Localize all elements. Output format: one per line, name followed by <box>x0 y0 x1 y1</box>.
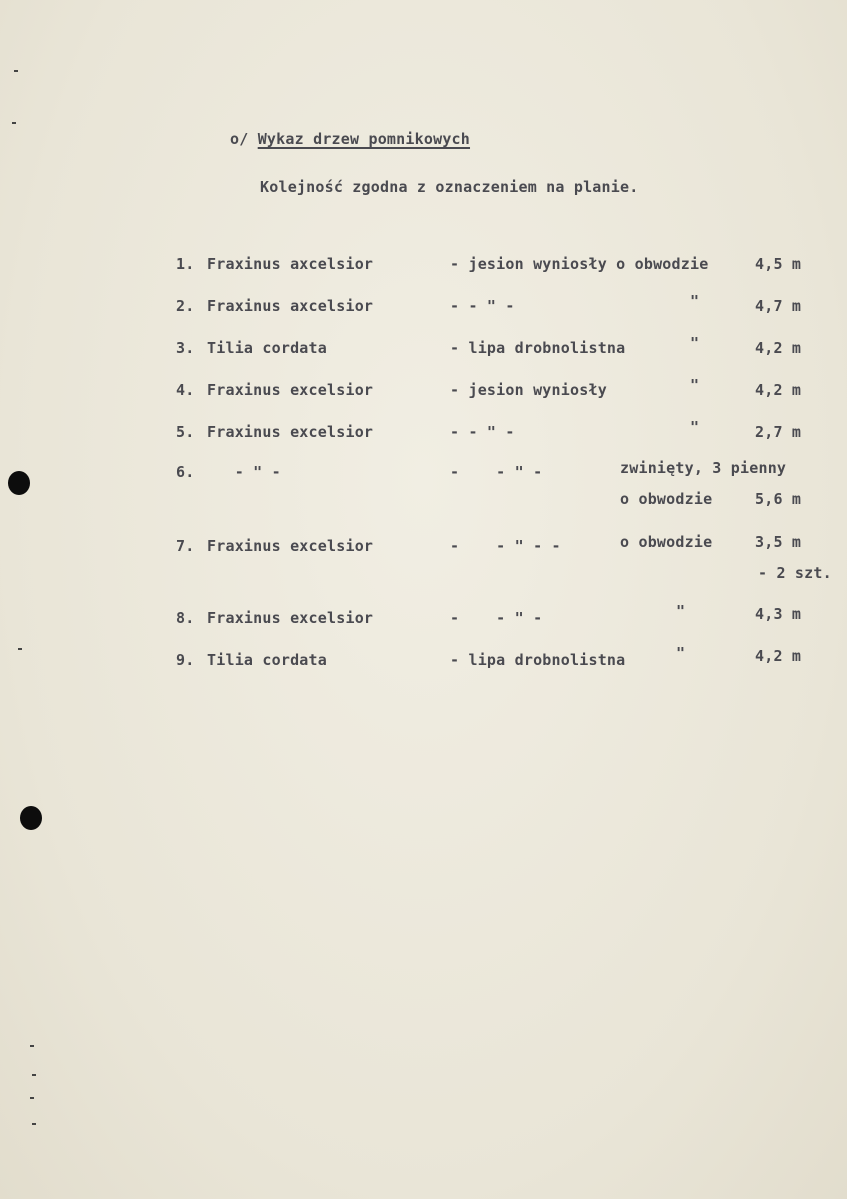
row-latin-name: Fraxinus excelsior <box>207 381 374 399</box>
row-polish-name: - lipa drobnolistna <box>450 339 626 357</box>
row-number: 9. <box>176 651 195 669</box>
row-note-circumference-label: o obwodzie <box>620 533 713 551</box>
row-circumference: 5,6 m <box>755 490 802 508</box>
margin-speck <box>18 648 22 650</box>
row-latin-name: Tilia cordata <box>207 339 327 357</box>
document-title <box>230 130 470 148</box>
row-ditto-mark: " <box>676 644 686 662</box>
row-number: 5. <box>176 423 195 441</box>
row-note: zwinięty, 3 pienny <box>620 459 787 477</box>
row-polish-name: - - " - <box>450 463 543 481</box>
margin-speck <box>32 1123 36 1125</box>
row-number: 6. <box>176 463 195 481</box>
row-ditto-mark: " <box>676 602 686 620</box>
row-number: 3. <box>176 339 195 357</box>
row-polish-name: - - " - <box>450 609 543 627</box>
title-text: Wykaz drzew pomnikowych <box>257 130 471 148</box>
row-latin-name: Fraxinus axcelsior <box>207 255 374 273</box>
row-polish-name: - jesion wyniosły <box>450 381 607 399</box>
margin-speck <box>32 1074 36 1076</box>
margin-speck <box>12 122 16 124</box>
row-number: 1. <box>176 255 195 273</box>
punch-hole <box>20 806 42 830</box>
row-polish-name: - - " - - <box>450 537 561 555</box>
row-circumference: 4,7 m <box>755 297 802 315</box>
row-circumference: 4,2 m <box>755 381 802 399</box>
row-circumference: 4,3 m <box>755 605 802 623</box>
row-number: 7. <box>176 537 195 555</box>
row-latin-name: Fraxinus excelsior <box>207 423 374 441</box>
row-circumference: 4,2 m <box>755 647 802 665</box>
row-number: 8. <box>176 609 195 627</box>
margin-speck <box>30 1045 34 1047</box>
row-circumference: 4,2 m <box>755 339 802 357</box>
title-prefix: o/ <box>230 130 249 148</box>
margin-speck <box>14 70 18 72</box>
row-ditto-mark: " <box>690 418 700 436</box>
row-polish-name: - - " - <box>450 297 515 315</box>
document-subtitle: Kolejność zgodna z oznaczeniem na planie. <box>260 178 639 196</box>
row-polish-name: - jesion wyniosły o obwodzie <box>450 255 709 273</box>
punch-hole <box>8 471 30 495</box>
row-number: 4. <box>176 381 195 399</box>
row-latin-name: Fraxinus excelsior <box>207 609 374 627</box>
row-ditto-mark: " <box>690 376 700 394</box>
row-latin-name: - " - <box>207 463 281 481</box>
row-latin-name: Fraxinus excelsior <box>207 537 374 555</box>
row-ditto-mark: " <box>690 292 700 310</box>
margin-speck <box>30 1097 34 1099</box>
row-latin-name: Fraxinus axcelsior <box>207 297 374 315</box>
row-note-circumference-label: o obwodzie <box>620 490 713 508</box>
row-polish-name: - - " - <box>450 423 515 441</box>
row-quantity: - 2 szt. <box>758 564 832 582</box>
row-number: 2. <box>176 297 195 315</box>
row-circumference: 3,5 m <box>755 533 802 551</box>
row-polish-name: - lipa drobnolistna <box>450 651 626 669</box>
row-latin-name: Tilia cordata <box>207 651 327 669</box>
row-circumference: 2,7 m <box>755 423 802 441</box>
row-ditto-mark: " <box>690 334 700 352</box>
row-circumference: 4,5 m <box>755 255 802 273</box>
